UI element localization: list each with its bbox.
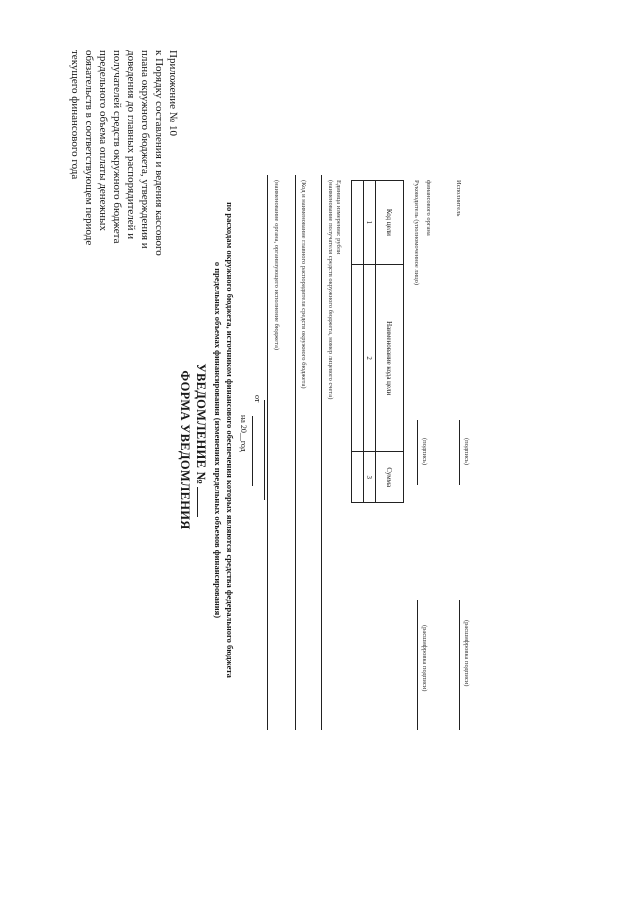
recipient-caption: (наименование получателя средств окружного бюджета, номер лицевого счета) [327,180,334,400]
unit-label: Единица измерения: рубли [335,180,342,255]
head-decoding-caption: (расшифровка подписи) [421,625,428,692]
recipient-field-line [321,175,322,730]
appendix-line: доведения до главных распорядителей и [125,50,137,240]
organ-caption: (наименование органа, организующего исполнение бюджета) [273,180,280,351]
head-decoding-line [417,600,418,730]
col-number-1: 1 [364,181,376,265]
notice-number-blank [197,487,198,517]
col-header-target-name: Наименование кода цели [376,264,404,452]
appendix-line: обязательств в соответствующем периоде [83,50,95,246]
head-label-2: финансового органа [425,180,432,236]
table-cell [352,264,364,452]
appendix-line: к Порядку составления и ведения кассового [153,50,165,256]
table-empty-row [352,181,364,503]
head-signature-caption: (подпись) [421,438,428,465]
table-cell [352,181,364,265]
form-title: ФОРМА УВЕДОМЛЕНИЯ [178,370,192,530]
from-underline [264,400,265,500]
executor-decoding-line [459,600,460,730]
main-admin-caption: (Код и наименование главного распорядителя средств окружного бюджета) [300,180,307,389]
subtitle-1: о предельных объемах финансирования (изменениях предельных объемов финансирования) [213,261,223,619]
table-cell [352,452,364,503]
from-label: от [253,395,262,403]
date-line: на 20__год [239,415,248,452]
appendix-line: Приложение № 10 [167,50,179,137]
executor-signature-line [459,420,460,485]
col-header-target-code: Код цели [376,181,404,265]
main-admin-field-line [295,175,296,730]
col-header-amount: Сумма [376,452,404,503]
appendix-block [68,50,180,256]
financing-table [351,180,404,503]
notice-title-row [193,340,208,540]
table-number-row [364,181,376,503]
date-underline [252,416,253,486]
col-number-3: 3 [364,452,376,503]
executor-signature-caption: (подпись) [463,438,470,465]
appendix-line: получателей средств окружного бюджета [111,50,123,244]
appendix-line: плана окружного бюджета, утверждения и [139,50,151,249]
col-number-2: 2 [364,264,376,452]
head-label-1: Руководитель (уполномоченное лицо) [413,180,420,286]
subtitle-2: по расходам окружного бюджета, источником финансового обеспечения которых являются средства федерального бюджета [225,202,235,678]
organ-field-line [267,175,268,730]
appendix-line: предельного объема оплаты денежных [97,50,109,231]
executor-decoding-caption: (расшифровка подписи) [463,620,470,687]
appendix-line: текущего финансового года [69,50,81,180]
executor-label: Исполнитель [455,180,462,217]
table-header-row [376,181,404,503]
notice-title: УВЕДОМЛЕНИЕ № [194,363,208,485]
head-signature-line [417,420,418,485]
